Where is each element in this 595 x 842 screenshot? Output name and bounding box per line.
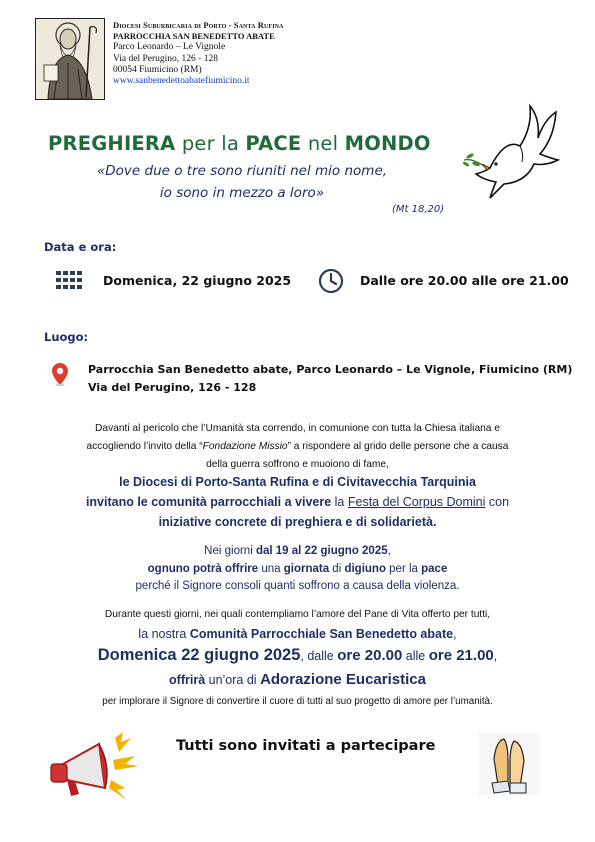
date-section-label: Data e ora:: [44, 240, 117, 254]
fasting-line-2e: digiuno: [344, 562, 386, 575]
paragraph-adoration: [30, 606, 565, 711]
dioceses-line-1: le Diocesi di Porto-Santa Rufina e di Civitavecchia Tarquinia: [119, 475, 476, 489]
fasting-line-3: perché il Signore consoli quanti soffrono a causa della violenza.: [135, 580, 460, 592]
fasting-line-2c: giornata: [283, 562, 330, 575]
event-place: [88, 361, 572, 397]
adoration-line-3d: alle: [402, 649, 429, 663]
quote-line-1: «Dove due o tre sono riuniti nel mio nome,: [96, 163, 388, 179]
place-line-1: Parrocchia San Benedetto abate, Parco Leonardo – Le Vignole, Fiumicino (RM): [88, 363, 573, 376]
location-pin-icon: [51, 362, 69, 391]
dioceses-line-2d: con: [485, 495, 510, 509]
adoration-line-4: [30, 669, 565, 693]
address-line-3: 00054 Fiumicino (RM): [113, 64, 202, 75]
page-title: [48, 132, 431, 155]
dioceses-invite-text: invitano le comunità parrocchiali a vivere: [85, 495, 332, 509]
adoration-line-4b: un’ora di: [205, 673, 261, 687]
dioceses-line-3: [30, 512, 565, 532]
adoration-line-3b: , dalle: [300, 649, 338, 663]
corpus-domini-text: Festa del Corpus Domini: [347, 495, 486, 509]
adoration-line-4a: offrirà: [169, 673, 206, 687]
dove-with-olive-branch-icon: [460, 98, 565, 213]
fasting-line-1: [30, 543, 565, 561]
intro-line-3: della guerra soffrono e muoiono di fame,: [206, 459, 389, 470]
adoration-line-3f: ,: [493, 649, 498, 663]
fondazione-missio-text: Fondazione Missio: [202, 441, 288, 452]
closing-invitation: Tutti sono invitati a partecipare: [176, 738, 436, 754]
intro-line-2c: ” a rispondere al grido delle persone che a causa: [287, 441, 509, 452]
address-line-2: Via del Perugino, 126 - 128: [113, 53, 218, 64]
adoration-title: Adorazione Eucaristica: [260, 671, 426, 688]
clock-icon: [318, 268, 344, 299]
paragraph-fasting: [30, 543, 565, 596]
fasting-line-1c: ,: [387, 545, 391, 557]
place-section-label: Luogo:: [44, 330, 89, 344]
adoration-line-2: [30, 624, 565, 644]
dioceses-line-3a: iniziative: [158, 515, 212, 529]
fasting-dates: dal 19 al 22 giugno 2025: [255, 545, 388, 557]
title-connector-2: nel: [301, 132, 345, 155]
adoration-date: Domenica 22 giugno 2025: [97, 646, 301, 664]
title-connector-1: per la: [175, 132, 246, 155]
adoration-line-1: Durante questi giorni, nei quali contempliamo l’amore del Pane di Vita offerto per tutti,: [104, 609, 491, 620]
fasting-line-2d: di: [329, 562, 345, 575]
fasting-line-2g: pace: [421, 562, 448, 575]
adoration-end: ore 21.00: [428, 647, 494, 664]
diocese-name: Diocesi Suburbicaria di Porto - Santa Rufina: [113, 20, 284, 30]
fasting-line-2b: una: [258, 562, 284, 575]
title-word-pace: PACE: [245, 132, 302, 155]
website-link[interactable]: www.sanbenedettoabatefiumicino.it: [113, 76, 250, 87]
intro-line-2a: accogliendo l’invito della “: [86, 441, 203, 452]
quote-line-2: io sono in mezzo a loro»: [159, 185, 325, 201]
paragraph-intro: [30, 420, 565, 474]
adoration-start: ore 20.00: [337, 647, 403, 664]
bible-quote: [72, 160, 412, 204]
title-word-mondo: MONDO: [344, 132, 431, 155]
intro-line-1: Davanti al pericolo che l’Umanità sta correndo, in comunione con tutta la Chiesa italiana e: [95, 423, 500, 434]
fasting-line-2a: ognuno potrà offrire: [147, 562, 259, 575]
fasting-line-2f: per la: [385, 562, 422, 575]
adoration-line-2a: la nostra: [138, 627, 190, 641]
address-line-1: Parco Leonardo – Le Vignole: [113, 42, 226, 53]
dioceses-line-2b: la: [331, 495, 348, 509]
megaphone-icon: [45, 730, 145, 810]
calendar-grid-icon: [56, 271, 88, 296]
adoration-line-2c: ,: [453, 627, 457, 641]
place-line-2: Via del Perugino, 126 - 128: [88, 381, 257, 394]
fasting-line-1a: Nei giorni: [204, 545, 256, 557]
adoration-line-3: [30, 644, 565, 669]
parish-header: [113, 20, 284, 87]
community-name: Comunità Parrocchiale San Benedetto abate: [189, 627, 454, 641]
adoration-line-5: per implorare il Signore di convertire il cuore di tutti al suo progetto di amore per l’umanità.: [102, 696, 493, 707]
parish-name: PARROCCHIA SAN BENEDETTO ABATE: [113, 31, 275, 42]
fasting-line-2: [30, 561, 565, 579]
dioceses-line-3b: concrete di preghiera e di solidarietà.: [211, 515, 437, 529]
title-word-preghiera: PREGHIERA: [48, 132, 176, 155]
saint-benedict-engraving-icon: [35, 18, 105, 100]
dioceses-line-2: [30, 492, 565, 512]
praying-hands-icon: [478, 733, 540, 800]
event-date: Domenica, 22 giugno 2025: [103, 273, 292, 288]
quote-citation: (Mt 18,20): [392, 204, 445, 215]
intro-line-2: [30, 438, 565, 456]
event-time: Dalle ore 20.00 alle ore 21.00: [360, 273, 569, 288]
paragraph-dioceses: [30, 472, 565, 532]
